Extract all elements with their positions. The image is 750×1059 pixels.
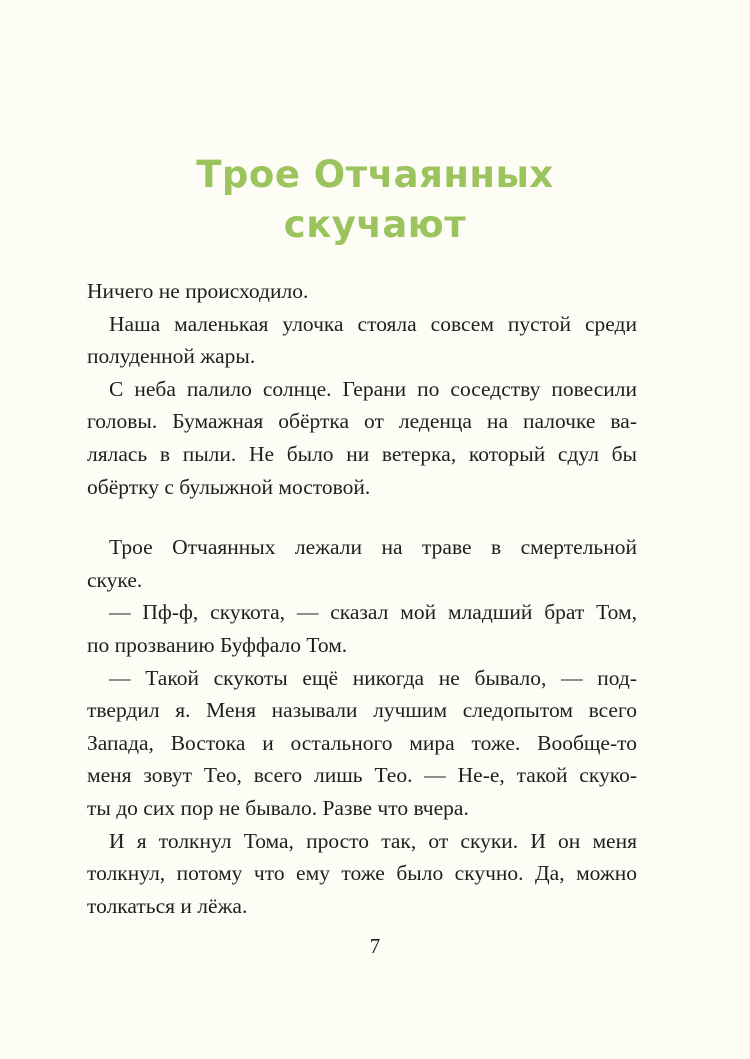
paragraph [87,275,637,308]
chapter-body [87,275,637,922]
text-line: Наша маленькая улочка стояла совсем пустой среди [109,311,637,336]
text-line: головы. Бумажная обёртка от леденца на палочке ва- [87,409,637,434]
text-line: полуденной жары. [87,344,256,369]
paragraph [87,308,637,373]
text-line: — Такой скукоты ещё никогда не бывало, — под- [109,665,637,690]
chapter-title [0,150,750,250]
text-line: меня зовут Тео, всего лишь Тео. — Не-е, такой скуко- [87,763,637,788]
paragraph [87,825,637,923]
chapter-title-line: скучают [283,203,467,246]
text-line: толкнул, потому что ему тоже было скучно. Да, можно [87,861,637,886]
text-line: толкаться и лёжа. [87,893,248,918]
text-line: Запада, Востока и остального мира тоже. Вообще-то [87,730,637,755]
text-line: скуке. [87,567,143,592]
page-number: 7 [369,934,381,958]
text-line: С неба палило солнце. Герани по соседству повесили [109,376,637,401]
text-line: обёртку с булыжной мостовой. [87,474,371,499]
section-break [87,503,637,531]
text-line: лялась в пыли. Не было ни ветерка, который сдул бы [87,441,637,466]
text-line: Трое Отчаянных лежали на траве в смертельной [109,535,637,560]
text-line: по прозванию Буффало Том. [87,632,348,657]
text-line: — Пф-ф, скукота, — сказал мой младший брат Том, [109,600,637,625]
paragraph [87,531,637,596]
paragraph [87,373,637,503]
paragraph [87,596,637,661]
text-line: ты до сих пор не бывало. Разве что вчера. [87,795,469,820]
text-line: И я толкнул Тома, просто так, от скуки. И он меня [109,828,637,853]
text-line: твердил я. Меня называли лучшим следопытом всего [87,698,637,723]
chapter-title-line: Трое Отчаянных [196,153,554,196]
paragraph [87,662,637,825]
text-line: Ничего не происходило. [87,279,309,303]
